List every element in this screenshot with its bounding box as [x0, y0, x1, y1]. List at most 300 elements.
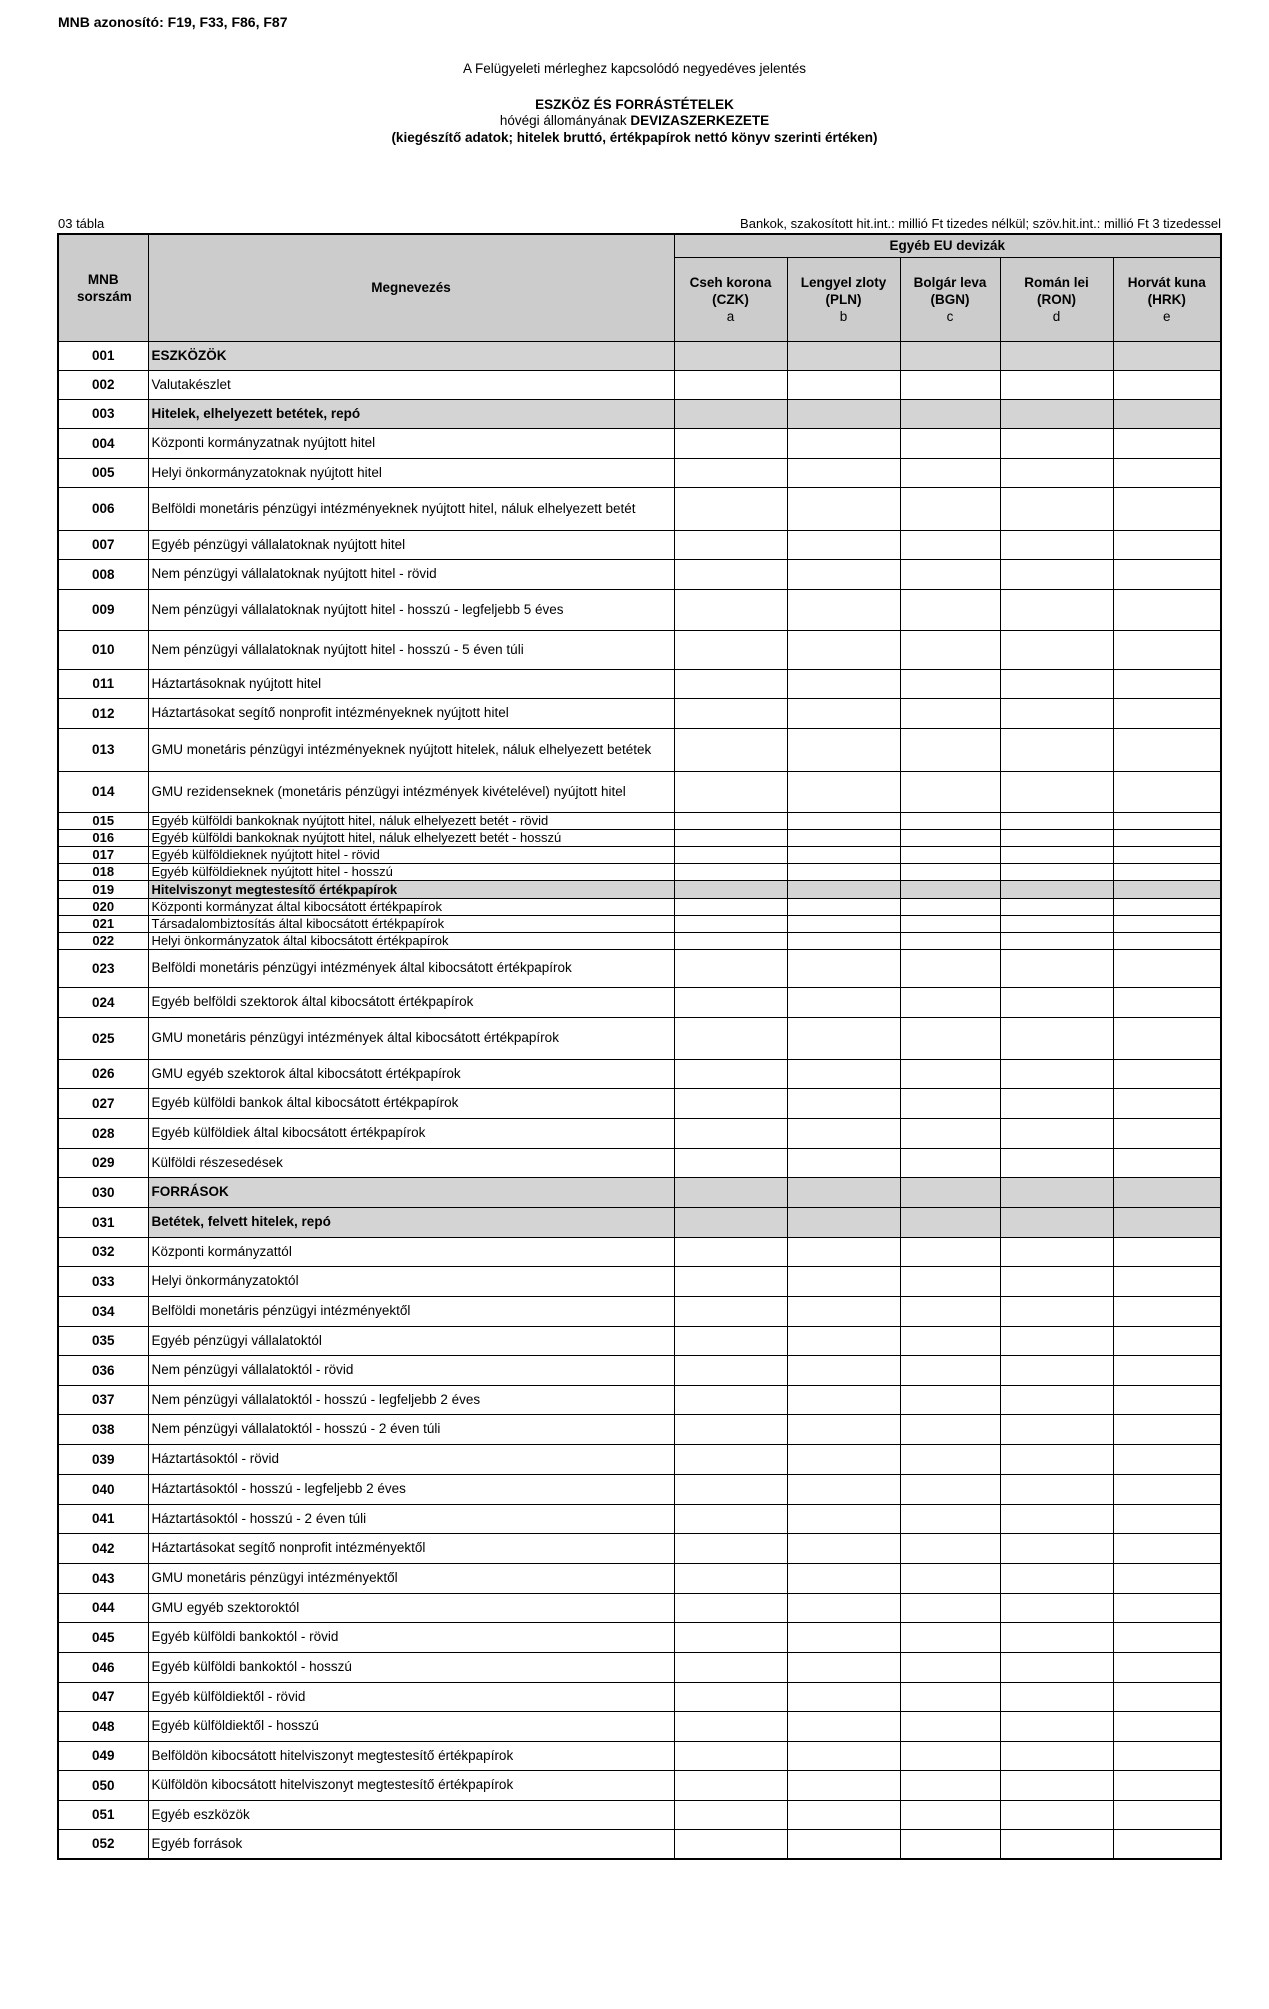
value-cell[interactable] — [1113, 399, 1221, 428]
value-cell[interactable] — [1113, 1326, 1221, 1355]
value-cell[interactable] — [674, 1444, 787, 1474]
value-cell[interactable] — [900, 669, 1000, 698]
row-number: 017 — [58, 846, 148, 863]
value-cell[interactable] — [787, 1385, 900, 1414]
value-cell[interactable] — [674, 1741, 787, 1770]
value-cell[interactable] — [1113, 812, 1221, 829]
row-number: 041 — [58, 1504, 148, 1533]
value-cell[interactable] — [674, 1711, 787, 1741]
value-cell[interactable] — [1000, 1800, 1113, 1829]
value-cell[interactable] — [900, 812, 1000, 829]
value-cell[interactable] — [900, 1177, 1000, 1207]
value-cell[interactable] — [674, 1177, 787, 1207]
value-cell[interactable] — [674, 949, 787, 987]
value-cell[interactable] — [900, 1118, 1000, 1148]
value-cell[interactable] — [1000, 530, 1113, 559]
table-row — [58, 1414, 1221, 1444]
table-row — [58, 559, 1221, 589]
value-cell[interactable] — [1000, 1148, 1113, 1177]
row-label: Belföldi monetáris pénzügyi intézményektől — [148, 1296, 674, 1326]
value-cell[interactable] — [1000, 1829, 1113, 1859]
value-cell[interactable] — [674, 987, 787, 1017]
value-cell[interactable] — [674, 915, 787, 932]
value-cell[interactable] — [787, 1741, 900, 1770]
value-cell[interactable] — [674, 1533, 787, 1563]
row-number: 027 — [58, 1088, 148, 1118]
value-cell[interactable] — [787, 829, 900, 846]
value-cell[interactable] — [1113, 487, 1221, 530]
value-cell[interactable] — [900, 698, 1000, 728]
row-number: 009 — [58, 589, 148, 630]
value-cell[interactable] — [1113, 1414, 1221, 1444]
value-cell[interactable] — [1000, 1711, 1113, 1741]
value-cell[interactable] — [1113, 1770, 1221, 1800]
value-cell[interactable] — [1113, 949, 1221, 987]
value-cell[interactable] — [787, 1017, 900, 1059]
value-cell[interactable] — [1000, 669, 1113, 698]
value-cell[interactable] — [1113, 880, 1221, 898]
value-cell[interactable] — [1000, 898, 1113, 915]
value-cell[interactable] — [1000, 1444, 1113, 1474]
value-cell[interactable] — [1113, 1563, 1221, 1593]
value-cell[interactable] — [787, 1682, 900, 1711]
row-label: Központi kormányzattól — [148, 1237, 674, 1266]
value-cell[interactable] — [900, 1829, 1000, 1859]
value-cell[interactable] — [1000, 1770, 1113, 1800]
value-cell[interactable] — [1000, 1017, 1113, 1059]
value-cell[interactable] — [674, 1266, 787, 1296]
value-cell[interactable] — [787, 987, 900, 1017]
value-cell[interactable] — [1113, 1237, 1221, 1266]
row-number: 008 — [58, 559, 148, 589]
value-cell[interactable] — [900, 487, 1000, 530]
value-cell[interactable] — [1000, 487, 1113, 530]
row-number: 026 — [58, 1059, 148, 1088]
value-cell[interactable] — [1113, 932, 1221, 949]
value-cell[interactable] — [1113, 846, 1221, 863]
value-cell[interactable] — [1113, 1504, 1221, 1533]
value-cell[interactable] — [1000, 1355, 1113, 1385]
table-row — [58, 728, 1221, 771]
value-cell[interactable] — [674, 1148, 787, 1177]
value-cell[interactable] — [1000, 1414, 1113, 1444]
value-cell[interactable] — [1113, 1296, 1221, 1326]
table-row — [58, 1148, 1221, 1177]
value-cell[interactable] — [674, 1237, 787, 1266]
value-cell[interactable] — [674, 1800, 787, 1829]
row-label: FORRÁSOK — [148, 1177, 674, 1207]
value-cell[interactable] — [1000, 1296, 1113, 1326]
value-cell[interactable] — [674, 1414, 787, 1444]
table-row — [58, 915, 1221, 932]
value-cell[interactable] — [1113, 1533, 1221, 1563]
value-cell[interactable] — [1000, 1533, 1113, 1563]
value-cell[interactable] — [1000, 1682, 1113, 1711]
value-cell[interactable] — [900, 370, 1000, 399]
value-cell[interactable] — [1000, 771, 1113, 812]
value-cell[interactable] — [1113, 987, 1221, 1017]
value-cell[interactable] — [900, 1266, 1000, 1296]
row-number: 051 — [58, 1800, 148, 1829]
value-cell[interactable] — [787, 630, 900, 669]
value-cell[interactable] — [1113, 1593, 1221, 1622]
value-cell[interactable] — [900, 1017, 1000, 1059]
value-cell[interactable] — [787, 1652, 900, 1682]
value-cell[interactable] — [900, 1237, 1000, 1266]
value-cell[interactable] — [787, 846, 900, 863]
value-cell[interactable] — [674, 728, 787, 771]
value-cell[interactable] — [787, 863, 900, 880]
value-cell[interactable] — [1000, 949, 1113, 987]
value-cell[interactable] — [1000, 341, 1113, 370]
value-cell[interactable] — [1113, 1711, 1221, 1741]
value-cell[interactable] — [900, 1385, 1000, 1414]
value-cell[interactable] — [787, 728, 900, 771]
value-cell[interactable] — [1113, 1266, 1221, 1296]
value-cell[interactable] — [900, 1414, 1000, 1444]
value-cell[interactable] — [674, 1088, 787, 1118]
value-cell[interactable] — [674, 341, 787, 370]
value-cell[interactable] — [900, 1207, 1000, 1237]
value-cell[interactable] — [787, 487, 900, 530]
value-cell[interactable] — [1113, 1741, 1221, 1770]
value-cell[interactable] — [674, 589, 787, 630]
value-cell[interactable] — [1113, 669, 1221, 698]
currency-header-letter: c — [946, 308, 954, 324]
value-cell[interactable] — [1113, 698, 1221, 728]
value-cell[interactable] — [1000, 370, 1113, 399]
value-cell[interactable] — [1000, 1177, 1113, 1207]
value-cell[interactable] — [674, 1829, 787, 1859]
value-cell[interactable] — [1113, 915, 1221, 932]
value-cell[interactable] — [1113, 530, 1221, 559]
value-cell[interactable] — [674, 1652, 787, 1682]
value-cell[interactable] — [1113, 1088, 1221, 1118]
value-cell[interactable] — [787, 370, 900, 399]
value-cell[interactable] — [1113, 370, 1221, 399]
value-cell[interactable] — [1113, 1118, 1221, 1148]
value-cell[interactable] — [900, 1622, 1000, 1652]
value-cell[interactable] — [674, 559, 787, 589]
value-cell[interactable] — [900, 1682, 1000, 1711]
table-row — [58, 932, 1221, 949]
value-cell[interactable] — [674, 487, 787, 530]
value-cell[interactable] — [787, 1296, 900, 1326]
value-cell[interactable] — [787, 559, 900, 589]
row-label: Nem pénzügyi vállalatoktól - hosszú - legfeljebb 2 éves — [148, 1385, 674, 1414]
value-cell[interactable] — [787, 915, 900, 932]
value-cell[interactable] — [1113, 1355, 1221, 1385]
value-cell[interactable] — [787, 399, 900, 428]
row-label: Helyi önkormányzatoknak nyújtott hitel — [148, 458, 674, 487]
table-row — [58, 1563, 1221, 1593]
value-cell[interactable] — [900, 846, 1000, 863]
value-cell[interactable] — [674, 1118, 787, 1148]
value-cell[interactable] — [900, 1444, 1000, 1474]
value-cell[interactable] — [674, 698, 787, 728]
value-cell[interactable] — [1000, 1593, 1113, 1622]
value-cell[interactable] — [787, 771, 900, 812]
value-cell[interactable] — [900, 1504, 1000, 1533]
value-cell[interactable] — [900, 559, 1000, 589]
value-cell[interactable] — [1000, 1504, 1113, 1533]
value-cell[interactable] — [787, 1504, 900, 1533]
value-cell[interactable] — [674, 630, 787, 669]
value-cell[interactable] — [674, 1059, 787, 1088]
value-cell[interactable] — [787, 1711, 900, 1741]
value-cell[interactable] — [674, 1593, 787, 1622]
value-cell[interactable] — [900, 771, 1000, 812]
value-cell[interactable] — [1000, 630, 1113, 669]
value-cell[interactable] — [674, 399, 787, 428]
value-cell[interactable] — [1000, 698, 1113, 728]
value-cell[interactable] — [674, 530, 787, 559]
value-cell[interactable] — [674, 669, 787, 698]
value-cell[interactable] — [1113, 1474, 1221, 1504]
value-cell[interactable] — [787, 1622, 900, 1652]
value-cell[interactable] — [787, 1593, 900, 1622]
value-cell[interactable] — [1113, 1444, 1221, 1474]
value-cell[interactable] — [787, 1800, 900, 1829]
table-row — [58, 829, 1221, 846]
table-row — [58, 1237, 1221, 1266]
value-cell[interactable] — [787, 932, 900, 949]
value-cell[interactable] — [900, 399, 1000, 428]
value-cell[interactable] — [900, 1711, 1000, 1741]
value-cell[interactable] — [1113, 559, 1221, 589]
value-cell[interactable] — [674, 1207, 787, 1237]
row-number: 047 — [58, 1682, 148, 1711]
value-cell[interactable] — [900, 880, 1000, 898]
value-cell[interactable] — [1000, 1059, 1113, 1088]
value-cell[interactable] — [1000, 1622, 1113, 1652]
value-cell[interactable] — [1113, 341, 1221, 370]
value-cell[interactable] — [674, 846, 787, 863]
value-cell[interactable] — [787, 530, 900, 559]
value-cell[interactable] — [900, 1296, 1000, 1326]
value-cell[interactable] — [674, 1770, 787, 1800]
value-cell[interactable] — [1113, 728, 1221, 771]
value-cell[interactable] — [787, 1829, 900, 1859]
value-cell[interactable] — [1000, 1474, 1113, 1504]
value-cell[interactable] — [900, 1741, 1000, 1770]
value-cell[interactable] — [1113, 1622, 1221, 1652]
row-label: GMU egyéb szektorok által kibocsátott értékpapírok — [148, 1059, 674, 1088]
value-cell[interactable] — [787, 1770, 900, 1800]
value-cell[interactable] — [900, 458, 1000, 487]
table-row — [58, 898, 1221, 915]
value-cell[interactable] — [787, 1474, 900, 1504]
value-cell[interactable] — [900, 915, 1000, 932]
value-cell[interactable] — [1113, 771, 1221, 812]
value-cell[interactable] — [674, 1504, 787, 1533]
value-cell[interactable] — [674, 829, 787, 846]
value-cell[interactable] — [787, 1059, 900, 1088]
row-label: GMU monetáris pénzügyi intézmények által kibocsátott értékpapírok — [148, 1017, 674, 1059]
value-cell[interactable] — [787, 1177, 900, 1207]
value-cell[interactable] — [900, 1593, 1000, 1622]
value-cell[interactable] — [900, 898, 1000, 915]
value-cell[interactable] — [1113, 1148, 1221, 1177]
row-label: Hitelviszonyt megtestesítő értékpapírok — [148, 880, 674, 898]
value-cell[interactable] — [900, 1059, 1000, 1088]
value-cell[interactable] — [787, 1266, 900, 1296]
value-cell[interactable] — [787, 1118, 900, 1148]
value-cell[interactable] — [1113, 1059, 1221, 1088]
value-cell[interactable] — [1000, 932, 1113, 949]
value-cell[interactable] — [900, 863, 1000, 880]
value-cell[interactable] — [674, 898, 787, 915]
value-cell[interactable] — [787, 1207, 900, 1237]
value-cell[interactable] — [900, 428, 1000, 458]
value-cell[interactable] — [1113, 1017, 1221, 1059]
table-row — [58, 698, 1221, 728]
value-cell[interactable] — [1113, 458, 1221, 487]
value-cell[interactable] — [674, 863, 787, 880]
value-cell[interactable] — [1000, 728, 1113, 771]
value-cell[interactable] — [1000, 428, 1113, 458]
value-cell[interactable] — [787, 1533, 900, 1563]
currency-header — [1113, 257, 1221, 341]
value-cell[interactable] — [787, 1237, 900, 1266]
value-cell[interactable] — [1000, 987, 1113, 1017]
value-cell[interactable] — [787, 880, 900, 898]
value-cell[interactable] — [674, 1355, 787, 1385]
value-cell[interactable] — [787, 1563, 900, 1593]
value-cell[interactable] — [1000, 559, 1113, 589]
value-cell[interactable] — [1113, 428, 1221, 458]
value-cell[interactable] — [674, 458, 787, 487]
value-cell[interactable] — [1000, 1326, 1113, 1355]
value-cell[interactable] — [674, 1326, 787, 1355]
value-cell[interactable] — [1000, 1652, 1113, 1682]
value-cell[interactable] — [674, 932, 787, 949]
value-cell[interactable] — [787, 1355, 900, 1385]
value-cell[interactable] — [1113, 1829, 1221, 1859]
value-cell[interactable] — [787, 428, 900, 458]
value-cell[interactable] — [674, 428, 787, 458]
value-cell[interactable] — [1000, 1237, 1113, 1266]
table-row — [58, 1593, 1221, 1622]
mnb-identifier: MNB azonosító: F19, F33, F86, F87 — [58, 14, 288, 30]
value-cell[interactable] — [787, 1148, 900, 1177]
value-cell[interactable] — [1113, 898, 1221, 915]
value-cell[interactable] — [900, 341, 1000, 370]
value-cell[interactable] — [674, 1622, 787, 1652]
value-cell[interactable] — [1113, 630, 1221, 669]
value-cell[interactable] — [1113, 863, 1221, 880]
value-cell[interactable] — [900, 1355, 1000, 1385]
value-cell[interactable] — [1113, 1682, 1221, 1711]
value-cell[interactable] — [900, 829, 1000, 846]
value-cell[interactable] — [900, 530, 1000, 559]
value-cell[interactable] — [674, 1474, 787, 1504]
value-cell[interactable] — [1113, 589, 1221, 630]
value-cell[interactable] — [1000, 915, 1113, 932]
value-cell[interactable] — [674, 771, 787, 812]
value-cell[interactable] — [1000, 458, 1113, 487]
row-number: 004 — [58, 428, 148, 458]
row-label: Helyi önkormányzatok által kibocsátott értékpapírok — [148, 932, 674, 949]
value-cell[interactable] — [1000, 829, 1113, 846]
value-cell[interactable] — [787, 669, 900, 698]
value-cell[interactable] — [787, 458, 900, 487]
value-cell[interactable] — [900, 1770, 1000, 1800]
value-cell[interactable] — [900, 1326, 1000, 1355]
row-label: Központi kormányzatnak nyújtott hitel — [148, 428, 674, 458]
value-cell[interactable] — [900, 1800, 1000, 1829]
value-cell[interactable] — [1000, 863, 1113, 880]
value-cell[interactable] — [787, 1326, 900, 1355]
value-cell[interactable] — [787, 341, 900, 370]
value-cell[interactable] — [787, 949, 900, 987]
row-number: 022 — [58, 932, 148, 949]
value-cell[interactable] — [1000, 846, 1113, 863]
value-cell[interactable] — [674, 370, 787, 399]
value-cell[interactable] — [787, 1444, 900, 1474]
value-cell[interactable] — [787, 1088, 900, 1118]
row-label: GMU rezidenseknek (monetáris pénzügyi intézmények kivételével) nyújtott hitel — [148, 771, 674, 812]
row-label: Központi kormányzat által kibocsátott értékpapírok — [148, 898, 674, 915]
value-cell[interactable] — [1113, 1207, 1221, 1237]
value-cell[interactable] — [1000, 1563, 1113, 1593]
value-cell[interactable] — [1000, 589, 1113, 630]
currency-header-name: Lengyel zloty — [800, 274, 887, 290]
row-label: Egyéb külföldiek által kibocsátott értékpapírok — [148, 1118, 674, 1148]
value-cell[interactable] — [1113, 829, 1221, 846]
value-cell[interactable] — [674, 1385, 787, 1414]
value-cell[interactable] — [674, 880, 787, 898]
value-cell[interactable] — [1113, 1385, 1221, 1414]
value-cell[interactable] — [787, 812, 900, 829]
value-cell[interactable] — [900, 1148, 1000, 1177]
value-cell[interactable] — [674, 1682, 787, 1711]
value-cell[interactable] — [787, 1414, 900, 1444]
table-row — [58, 1474, 1221, 1504]
value-cell[interactable] — [787, 698, 900, 728]
value-cell[interactable] — [900, 1474, 1000, 1504]
value-cell[interactable] — [1000, 1118, 1113, 1148]
value-cell[interactable] — [1113, 1800, 1221, 1829]
value-cell[interactable] — [1113, 1177, 1221, 1207]
value-cell[interactable] — [1000, 399, 1113, 428]
value-cell[interactable] — [900, 932, 1000, 949]
value-cell[interactable] — [674, 812, 787, 829]
value-cell[interactable] — [674, 1563, 787, 1593]
value-cell[interactable] — [1000, 812, 1113, 829]
value-cell[interactable] — [1000, 1385, 1113, 1414]
value-cell[interactable] — [674, 1017, 787, 1059]
value-cell[interactable] — [900, 728, 1000, 771]
value-cell[interactable] — [674, 1296, 787, 1326]
value-cell[interactable] — [900, 949, 1000, 987]
value-cell[interactable] — [1000, 1088, 1113, 1118]
value-cell[interactable] — [900, 1088, 1000, 1118]
value-cell[interactable] — [1000, 1207, 1113, 1237]
value-cell[interactable] — [900, 987, 1000, 1017]
value-cell[interactable] — [1000, 1266, 1113, 1296]
value-cell[interactable] — [900, 1563, 1000, 1593]
value-cell[interactable] — [1113, 1652, 1221, 1682]
value-cell[interactable] — [900, 1652, 1000, 1682]
value-cell[interactable] — [787, 589, 900, 630]
value-cell[interactable] — [900, 630, 1000, 669]
value-cell[interactable] — [900, 589, 1000, 630]
value-cell[interactable] — [1000, 1741, 1113, 1770]
value-cell[interactable] — [787, 898, 900, 915]
value-cell[interactable] — [900, 1533, 1000, 1563]
value-cell[interactable] — [1000, 880, 1113, 898]
